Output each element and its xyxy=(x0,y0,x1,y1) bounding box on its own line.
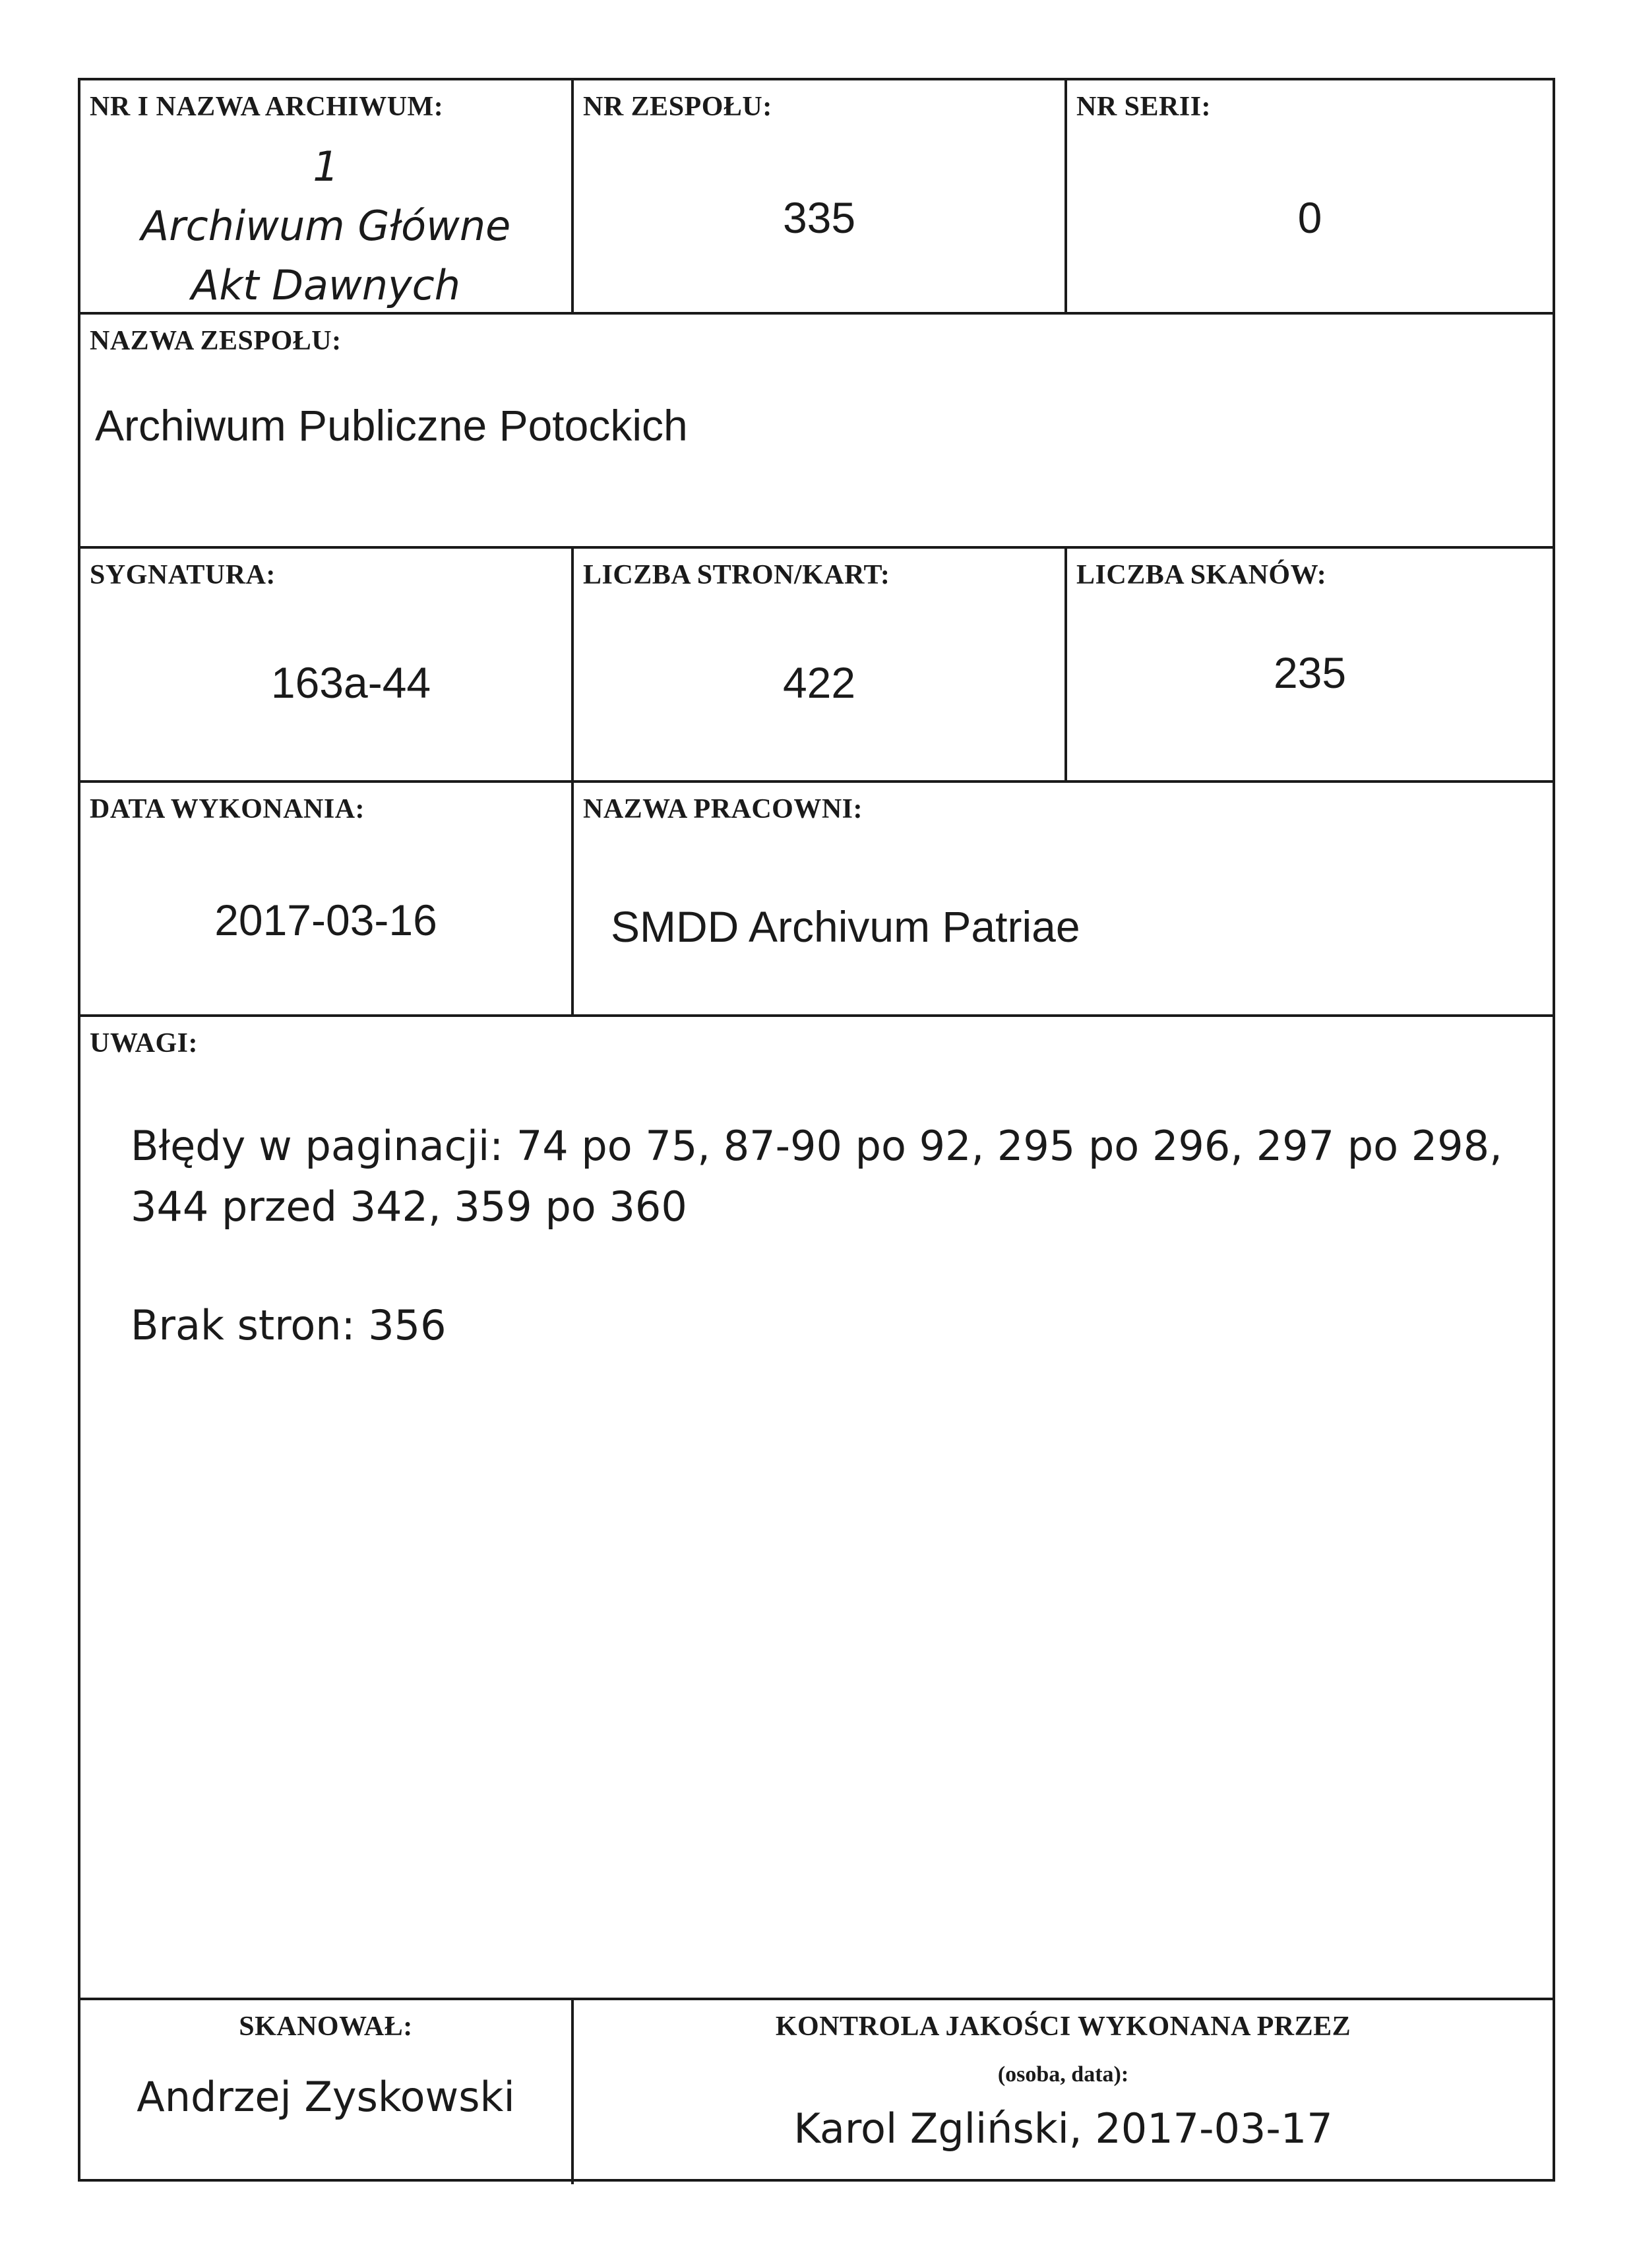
archive-label: NR I NAZWA ARCHIWUM: xyxy=(90,92,444,122)
cell-studio xyxy=(574,783,1553,1014)
studio-label: NAZWA PRACOWNI: xyxy=(583,794,863,824)
qc-label: KONTROLA JAKOŚCI WYKONANA PRZEZ xyxy=(775,2011,1351,2042)
scanned-by-value: Andrzej Zyskowski xyxy=(137,2073,515,2121)
cell-fonds-name xyxy=(80,315,1553,546)
cell-notes xyxy=(80,1017,1553,1998)
row-archive xyxy=(80,80,1553,315)
row-fonds-name xyxy=(80,315,1553,549)
fonds-number-label: NR ZESPOŁU: xyxy=(583,92,772,122)
series-label: NR SERII: xyxy=(1076,92,1212,122)
row-counts xyxy=(80,549,1553,783)
notes-line-2: 344 przed 342, 359 po 360 xyxy=(131,1182,687,1231)
notes-label: UWAGI: xyxy=(90,1028,199,1058)
fonds-name-value: Archiwum Publiczne Potockich xyxy=(95,401,688,450)
signature-label: SYGNATURA: xyxy=(90,560,276,590)
cell-fonds-number xyxy=(574,80,1067,312)
notes-line-3: Brak stron: 356 xyxy=(131,1301,447,1349)
series-value: 0 xyxy=(1297,193,1322,242)
scanned-by-label: SKANOWAŁ: xyxy=(239,2011,413,2042)
scans-value: 235 xyxy=(1273,648,1347,697)
row-signoff xyxy=(80,2000,1553,2184)
studio-value: SMDD Archivum Patriae xyxy=(611,902,1080,951)
qc-value: Karol Zgliński, 2017-03-17 xyxy=(793,2104,1333,2153)
archive-name-line1: Archiwum Główne xyxy=(140,202,511,250)
row-notes xyxy=(80,1017,1553,2000)
metadata-form xyxy=(78,78,1555,2182)
cell-archive xyxy=(80,80,574,312)
date-label: DATA WYKONANIA: xyxy=(90,794,365,824)
qc-sublabel: (osoba, data): xyxy=(997,2062,1129,2087)
cell-scanned-by xyxy=(80,2000,574,2184)
cell-signature xyxy=(80,549,574,780)
pages-value: 422 xyxy=(782,658,856,707)
notes-text xyxy=(131,1116,1516,1356)
fonds-name-label: NAZWA ZESPOŁU: xyxy=(90,326,342,356)
date-value: 2017-03-16 xyxy=(214,896,437,944)
signature-value: 163a-44 xyxy=(270,658,431,707)
archive-value xyxy=(80,137,571,315)
cell-quality-control xyxy=(574,2000,1553,2184)
cell-scans xyxy=(1067,549,1553,780)
scans-label: LICZBA SKANÓW: xyxy=(1076,560,1327,590)
notes-line-1: Błędy w paginacji: 74 po 75, 87-90 po 92, 295 po 296, 297 po 298, xyxy=(131,1122,1502,1170)
cell-pages xyxy=(574,549,1067,780)
pages-label: LICZBA STRON/KART: xyxy=(583,560,890,590)
archive-number: 1 xyxy=(313,142,339,191)
fonds-number-value: 335 xyxy=(782,193,856,242)
cell-date xyxy=(80,783,574,1014)
row-date-studio xyxy=(80,783,1553,1017)
archive-name-line2: Akt Dawnych xyxy=(191,261,461,309)
cell-series xyxy=(1067,80,1553,312)
